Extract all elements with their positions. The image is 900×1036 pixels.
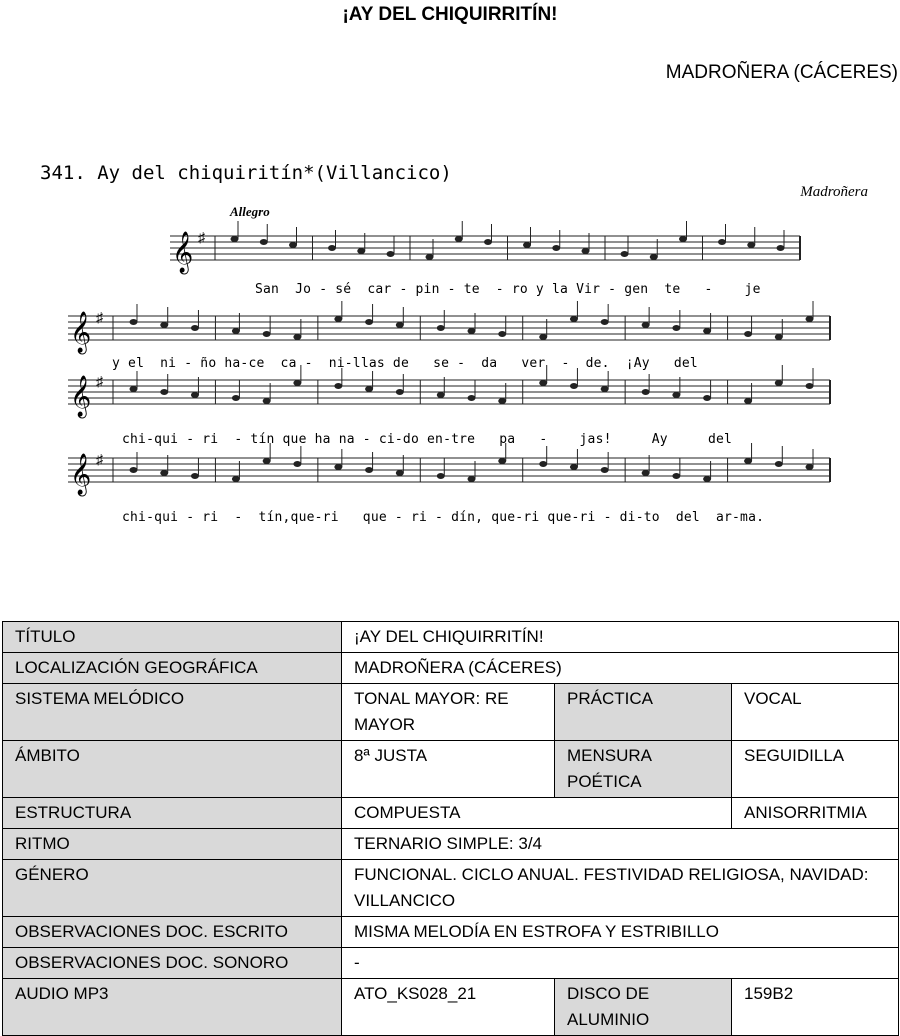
document-location: MADROÑERA (CÁCERES) <box>665 62 898 83</box>
row-label: TÍTULO <box>3 622 342 653</box>
table-row <box>3 741 899 798</box>
table-row <box>3 979 899 1036</box>
row-value: MADROÑERA (CÁCERES) <box>342 653 899 684</box>
note-head <box>570 383 578 389</box>
note-head <box>650 254 658 260</box>
note-head <box>806 383 814 389</box>
note-head <box>777 245 785 251</box>
note-head <box>396 470 404 476</box>
table-row <box>3 948 899 979</box>
note-head <box>426 254 434 260</box>
note-head <box>263 398 271 404</box>
key-sharp-icon: ♯ <box>96 373 103 389</box>
note-head <box>539 461 547 467</box>
note-head <box>775 380 783 386</box>
treble-clef-icon: 𝄞 <box>70 376 92 417</box>
row-value: FUNCIONAL. CICLO ANUAL. FESTIVIDAD RELIGIOSA, NAVIDAD: VILLANCICO <box>342 860 899 917</box>
note-head <box>552 245 560 251</box>
staff-1 <box>30 226 800 276</box>
note-head <box>129 319 137 325</box>
row-label: SISTEMA MELÓDICO <box>3 684 342 741</box>
row-value: MISMA MELODÍA EN ESTROFA Y ESTRIBILLO <box>342 917 899 948</box>
row-label-2: MENSURA POÉTICA <box>555 741 732 798</box>
row-value: ¡AY DEL CHIQUIRRITÍN! <box>342 622 899 653</box>
note-head <box>160 322 168 328</box>
note-head <box>191 392 199 398</box>
metadata-table <box>2 621 899 1036</box>
table-row <box>3 684 899 741</box>
note-head <box>498 458 506 464</box>
note-head <box>160 389 168 395</box>
row-label: LOCALIZACIÓN GEOGRÁFICA <box>3 653 342 684</box>
note-head <box>775 334 783 340</box>
note-head <box>437 473 445 479</box>
lyric-line-2: y el ni - ño ha-ce ca - ni-llas de se - da ver - de. ¡Ay del <box>112 356 698 371</box>
note-head <box>672 473 680 479</box>
table-row <box>3 653 899 684</box>
note-head <box>672 392 680 398</box>
note-head <box>672 325 680 331</box>
lyric-line-3: chi-qui - ri - tín que ha na - ci-do en-tre pa - jas! Ay del <box>122 432 733 447</box>
note-head <box>160 470 168 476</box>
score-place: Madroñera <box>800 184 868 200</box>
row-label-2: DISCO DE ALUMINIO <box>555 979 732 1036</box>
key-sharp-icon: ♯ <box>96 451 103 467</box>
treble-clef-icon: 𝄞 <box>70 312 92 353</box>
row-label: OBSERVACIONES DOC. ESCRITO <box>3 917 342 948</box>
note-head <box>498 398 506 404</box>
note-head <box>679 236 687 242</box>
note-head <box>642 470 650 476</box>
note-head <box>775 461 783 467</box>
note-head <box>263 458 271 464</box>
note-head <box>365 467 373 473</box>
key-sharp-icon: ♯ <box>96 309 103 325</box>
note-head <box>455 236 463 242</box>
table-row <box>3 917 899 948</box>
note-head <box>601 467 609 473</box>
note-head <box>334 464 342 470</box>
note-head <box>601 319 609 325</box>
note-head <box>744 458 752 464</box>
note-head <box>498 331 506 337</box>
treble-clef-icon: 𝄞 <box>70 454 92 495</box>
note-head <box>703 328 711 334</box>
staff-4 <box>30 448 830 498</box>
treble-clef-icon: 𝄞 <box>172 232 194 273</box>
note-head <box>582 248 590 254</box>
row-value: 8ª JUSTA <box>342 741 555 798</box>
table-row <box>3 798 899 829</box>
row-label: ÁMBITO <box>3 741 342 798</box>
note-head <box>642 322 650 328</box>
note-head <box>328 245 336 251</box>
row-label: ESTRUCTURA <box>3 798 342 829</box>
note-head <box>468 328 476 334</box>
note-head <box>468 476 476 482</box>
note-head <box>601 386 609 392</box>
note-head <box>806 316 814 322</box>
row-label: RITMO <box>3 829 342 860</box>
note-head <box>570 464 578 470</box>
note-head <box>293 334 301 340</box>
note-head <box>539 380 547 386</box>
note-head <box>263 331 271 337</box>
note-head <box>289 242 297 248</box>
note-head <box>191 473 199 479</box>
note-head <box>744 398 752 404</box>
tempo-marking: Allegro <box>230 204 270 219</box>
row-value-2: 159B2 <box>732 979 899 1036</box>
staff-2 <box>30 306 830 356</box>
row-value: TERNARIO SIMPLE: 3/4 <box>342 829 899 860</box>
note-head <box>293 380 301 386</box>
document-title: ¡AY DEL CHIQUIRRITÍN! <box>342 4 558 25</box>
note-head <box>468 395 476 401</box>
row-label: AUDIO MP3 <box>3 979 342 1036</box>
row-value-2: SEGUIDILLA <box>732 741 899 798</box>
note-head <box>260 239 268 245</box>
note-head <box>437 325 445 331</box>
lyric-line-4: chi-qui - ri - tín,que-ri que - ri - dín, que-ri que-ri - di-to del ar-ma. <box>122 510 765 525</box>
lyric-line-1: San Jo - sé car - pin - te - ro y la Vir - gen te - je <box>255 282 761 297</box>
score-header: 341. Ay del chiquiritín*(Villancico) <box>40 162 452 184</box>
note-head <box>621 251 629 257</box>
note-head <box>484 239 492 245</box>
music-score <box>30 148 880 548</box>
row-label-2: PRÁCTICA <box>555 684 732 741</box>
note-head <box>357 248 365 254</box>
note-head <box>396 389 404 395</box>
key-sharp-icon: ♯ <box>198 229 205 245</box>
note-head <box>744 331 752 337</box>
staff-3 <box>30 370 830 420</box>
note-head <box>718 239 726 245</box>
note-head <box>806 464 814 470</box>
row-label: GÉNERO <box>3 860 342 917</box>
note-head <box>334 316 342 322</box>
note-head <box>129 386 137 392</box>
note-head <box>191 325 199 331</box>
note-head <box>293 461 301 467</box>
note-head <box>747 242 755 248</box>
table-row <box>3 622 899 653</box>
note-head <box>365 319 373 325</box>
note-head <box>129 467 137 473</box>
note-head <box>570 316 578 322</box>
row-value: - <box>342 948 899 979</box>
table-row <box>3 860 899 917</box>
note-head <box>539 334 547 340</box>
table-row <box>3 829 899 860</box>
note-head <box>387 251 395 257</box>
row-label: OBSERVACIONES DOC. SONORO <box>3 948 342 979</box>
row-value-2: ANISORRITMIA <box>732 798 899 829</box>
note-head <box>703 476 711 482</box>
note-head <box>232 328 240 334</box>
row-value: COMPUESTA <box>342 798 732 829</box>
note-head <box>437 392 445 398</box>
row-value: TONAL MAYOR: RE MAYOR <box>342 684 555 741</box>
note-head <box>334 383 342 389</box>
note-head <box>703 395 711 401</box>
note-head <box>365 386 373 392</box>
note-head <box>396 322 404 328</box>
row-value-2: VOCAL <box>732 684 899 741</box>
row-value: ATO_KS028_21 <box>342 979 555 1036</box>
note-head <box>523 242 531 248</box>
note-head <box>232 395 240 401</box>
note-head <box>232 476 240 482</box>
note-head <box>642 389 650 395</box>
note-head <box>231 236 239 242</box>
